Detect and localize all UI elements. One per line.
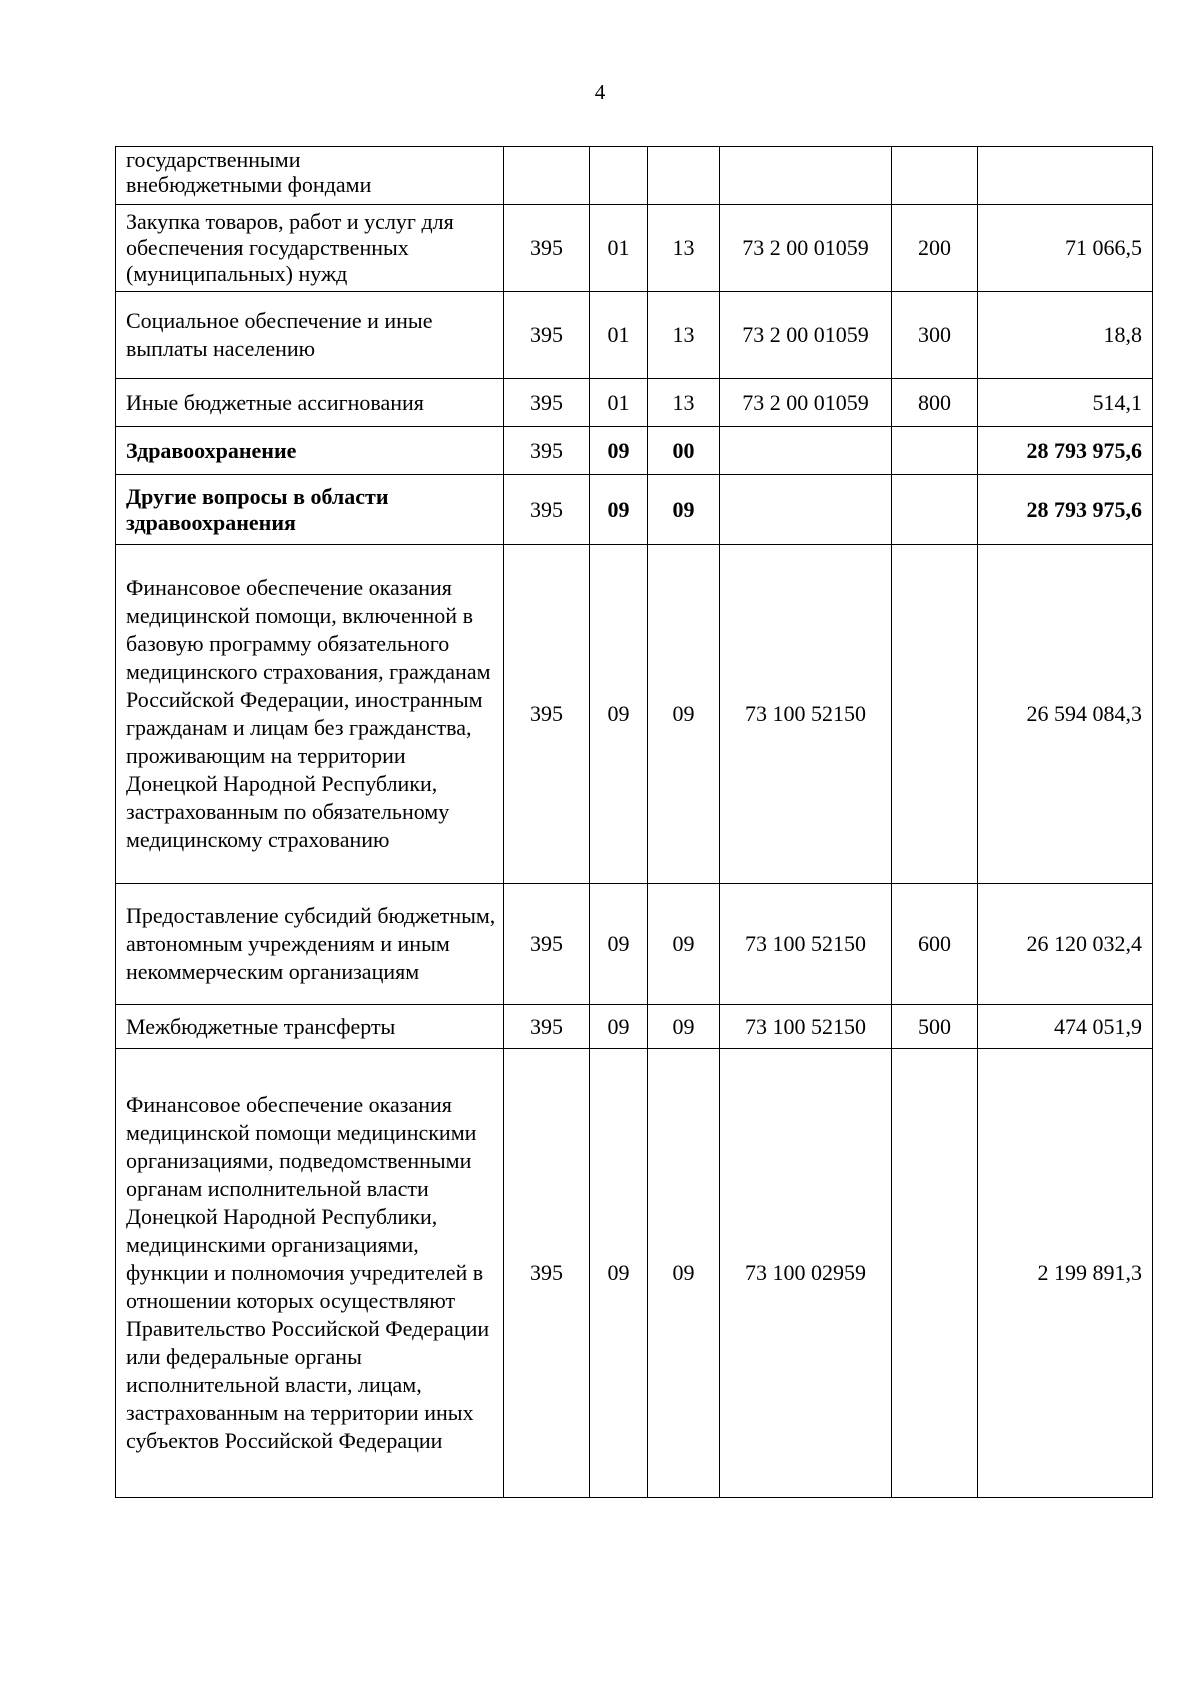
row-name-cell: Другие вопросы в области здравоохранения bbox=[116, 475, 504, 545]
target-article-cell bbox=[720, 475, 892, 545]
amount-cell: 514,1 bbox=[978, 379, 1153, 427]
amount-cell: 26 120 032,4 bbox=[978, 884, 1153, 1005]
subsection-cell: 09 bbox=[648, 1049, 720, 1498]
grbs-cell: 395 bbox=[504, 1049, 590, 1498]
grbs-cell: 395 bbox=[504, 205, 590, 292]
table-row bbox=[116, 1049, 1153, 1498]
section-cell: 09 bbox=[590, 1049, 648, 1498]
grbs-cell bbox=[504, 147, 590, 205]
amount-cell: 26 594 084,3 bbox=[978, 545, 1153, 884]
grbs-cell: 395 bbox=[504, 1005, 590, 1049]
section-cell bbox=[590, 147, 648, 205]
target-article-cell: 73 100 52150 bbox=[720, 884, 892, 1005]
table-row bbox=[116, 1005, 1153, 1049]
subsection-cell: 13 bbox=[648, 205, 720, 292]
target-article-cell: 73 100 52150 bbox=[720, 545, 892, 884]
grbs-cell: 395 bbox=[504, 884, 590, 1005]
amount-cell: 71 066,5 bbox=[978, 205, 1153, 292]
expense-type-cell bbox=[892, 427, 978, 475]
row-name-cell: Финансовое обеспечение оказания медицинской помощи медицинскими организациями, подведомственными органам исполнительной власти Донецкой Народной Республики, медицинскими организациями, функции и полномочия учредителей в отношении которых осуществляют Правительство Российской Федерации или федеральные органы исполнительной власти, лицам, застрахованным на территории иных субъектов Российской Федерации bbox=[116, 1049, 504, 1498]
grbs-cell: 395 bbox=[504, 545, 590, 884]
subsection-cell: 09 bbox=[648, 475, 720, 545]
grbs-cell: 395 bbox=[504, 379, 590, 427]
row-name-cell: Предоставление субсидий бюджетным, автономным учреждениям и иным некоммерческим организациям bbox=[116, 884, 504, 1005]
section-cell: 09 bbox=[590, 475, 648, 545]
section-cell: 01 bbox=[590, 292, 648, 379]
subsection-cell: 09 bbox=[648, 545, 720, 884]
table-row bbox=[116, 475, 1153, 545]
subsection-cell: 00 bbox=[648, 427, 720, 475]
expense-type-cell bbox=[892, 475, 978, 545]
section-cell: 09 bbox=[590, 427, 648, 475]
section-cell: 01 bbox=[590, 205, 648, 292]
section-cell: 01 bbox=[590, 379, 648, 427]
amount-cell: 28 793 975,6 bbox=[978, 475, 1153, 545]
row-name-cell: Закупка товаров, работ и услуг для обеспечения государственных (муниципальных) нужд bbox=[116, 205, 504, 292]
target-article-cell: 73 100 52150 bbox=[720, 1005, 892, 1049]
expense-type-cell: 800 bbox=[892, 379, 978, 427]
page-number: 4 bbox=[594, 80, 606, 104]
target-article-cell: 73 100 02959 bbox=[720, 1049, 892, 1498]
table-row bbox=[116, 147, 1153, 205]
expense-type-cell: 300 bbox=[892, 292, 978, 379]
table-row bbox=[116, 427, 1153, 475]
expense-type-cell bbox=[892, 147, 978, 205]
target-article-cell bbox=[720, 427, 892, 475]
table-row bbox=[116, 884, 1153, 1005]
target-article-cell: 73 2 00 01059 bbox=[720, 379, 892, 427]
target-article-cell bbox=[720, 147, 892, 205]
subsection-cell: 09 bbox=[648, 884, 720, 1005]
grbs-cell: 395 bbox=[504, 475, 590, 545]
row-name-cell: государственными внебюджетными фондами bbox=[116, 147, 504, 205]
table-row bbox=[116, 545, 1153, 884]
amount-cell: 2 199 891,3 bbox=[978, 1049, 1153, 1498]
row-name-cell: Здравоохранение bbox=[116, 427, 504, 475]
amount-cell: 474 051,9 bbox=[978, 1005, 1153, 1049]
section-cell: 09 bbox=[590, 884, 648, 1005]
table-row bbox=[116, 379, 1153, 427]
expense-type-cell: 200 bbox=[892, 205, 978, 292]
target-article-cell: 73 2 00 01059 bbox=[720, 205, 892, 292]
subsection-cell: 13 bbox=[648, 292, 720, 379]
grbs-cell: 395 bbox=[504, 427, 590, 475]
expense-type-cell: 600 bbox=[892, 884, 978, 1005]
expense-type-cell: 500 bbox=[892, 1005, 978, 1049]
section-cell: 09 bbox=[590, 1005, 648, 1049]
target-article-cell: 73 2 00 01059 bbox=[720, 292, 892, 379]
amount-cell: 28 793 975,6 bbox=[978, 427, 1153, 475]
row-name-cell: Межбюджетные трансферты bbox=[116, 1005, 504, 1049]
grbs-cell: 395 bbox=[504, 292, 590, 379]
subsection-cell: 13 bbox=[648, 379, 720, 427]
table-row bbox=[116, 205, 1153, 292]
section-cell: 09 bbox=[590, 545, 648, 884]
row-name-cell: Социальное обеспечение и иные выплаты населению bbox=[116, 292, 504, 379]
row-name-cell: Финансовое обеспечение оказания медицинской помощи, включенной в базовую программу обязательного медицинского страхования, гражданам Российской Федерации, иностранным гражданам и лицам без гражданства, проживающим на территории Донецкой Народной Республики, застрахованным по обязательному медицинскому страхованию bbox=[116, 545, 504, 884]
amount-cell: 18,8 bbox=[978, 292, 1153, 379]
amount-cell bbox=[978, 147, 1153, 205]
table-row bbox=[116, 292, 1153, 379]
subsection-cell: 09 bbox=[648, 1005, 720, 1049]
budget-table bbox=[115, 146, 1153, 1498]
subsection-cell bbox=[648, 147, 720, 205]
expense-type-cell bbox=[892, 545, 978, 884]
expense-type-cell bbox=[892, 1049, 978, 1498]
row-name-cell: Иные бюджетные ассигнования bbox=[116, 379, 504, 427]
